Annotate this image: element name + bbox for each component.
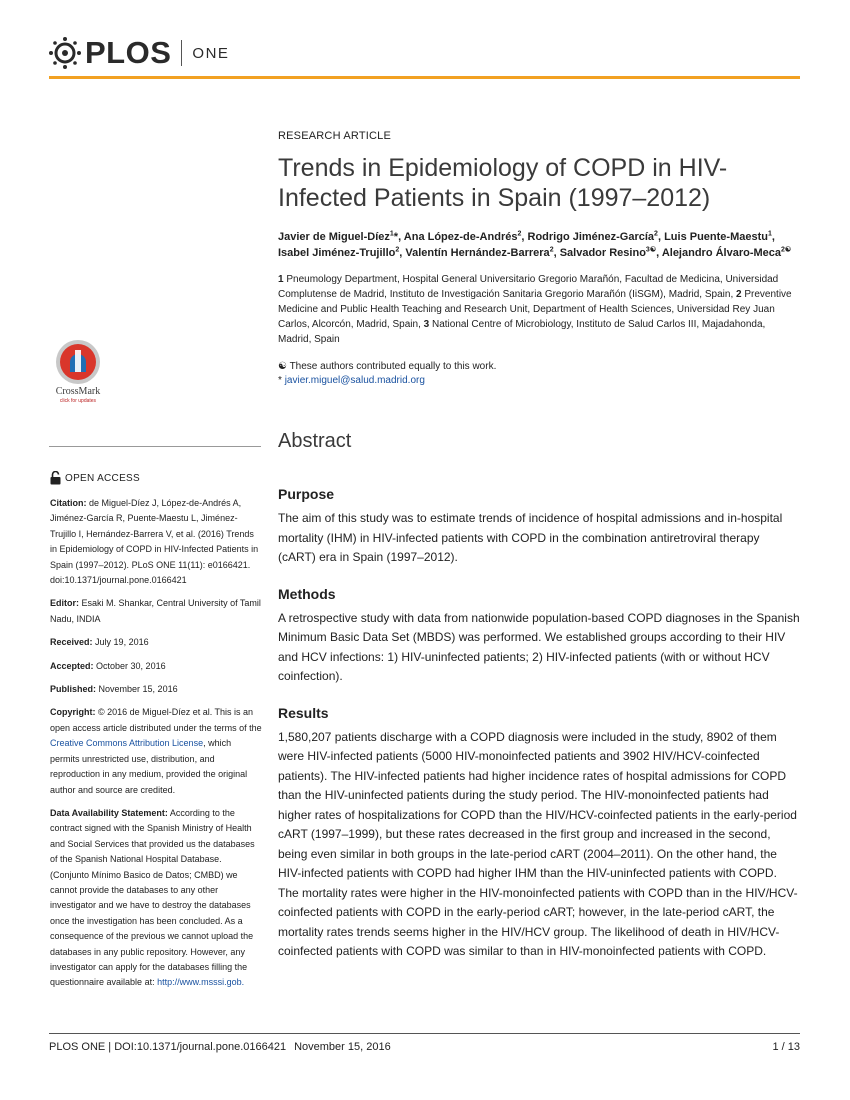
footer-date: November 15, 2016 [294,1041,391,1053]
data-availability-text: According to the contract signed with the Spanish Ministry of Health and Social Services that provided us the databases of the Spanish National Hospital Database. (Conjunto Mínimo Basico de Datos; CMBD) we cannot provide the databases to any other investigator and we have to destroy the databases once the investigation has been concluded. As a consequence of the previous we cannot upload the databases in any public repository. However, any investigator can apply for the databases filling the questionnaire available at: [50,807,255,988]
journal-name: ONE [192,44,230,62]
citation [50,496,262,588]
author-name: Javier de Miguel-Díez [278,231,390,243]
corresponding-mark: * [278,375,282,386]
copyright [50,705,262,797]
published-date [50,682,262,697]
article-info-sidebar [50,496,262,999]
plos-one-logo[interactable] [49,36,229,70]
author-affil: 2 [654,230,658,238]
copyright-text-1: © 2016 de Miguel-Díez et al. This is an open access article distributed under the terms of the [50,707,262,733]
open-access-badge [50,471,140,485]
author-name: Rodrigo Jiménez-García [527,231,655,243]
footer-citation: PLOS ONE | DOI:10.1371/journal.pone.0166421 November 15, 2016 [49,1041,391,1053]
author-affil: 1 [767,230,772,238]
equal-contribution-note [278,360,800,374]
received-date [50,635,262,650]
crossmark-sublabel: click for updates [59,398,97,404]
author-affil: 2 [517,230,522,238]
footer-journal: PLOS ONE [49,1041,106,1053]
affil-number: 2 [736,289,742,300]
data-availability-label: Data Availability Statement: [50,807,168,818]
received-text: July 19, 2016 [95,637,149,648]
footer-rule [49,1033,800,1034]
affiliations [278,272,800,347]
crossmark-icon [50,338,106,386]
author-name: Luis Puente-Maestu [664,231,768,243]
article-main [278,130,800,962]
affil-number: 3 [423,319,430,330]
sidebar-rule [49,446,261,447]
author-affil: 2 [549,246,554,254]
author-notes [278,360,800,388]
accepted-label: Accepted: [50,660,94,671]
equal-contribution-icon: ☯ [278,361,287,372]
author-affil: 3☯ [645,246,657,254]
affil-number: 1 [278,274,284,285]
crossmark-label: CrossMark [55,386,101,397]
citation-label: Citation: [50,498,87,508]
article-type: RESEARCH ARTICLE [278,130,392,142]
open-access-label: OPEN ACCESS [65,472,140,484]
copyright-text-2: , which permits unrestricted use, distribution, and reproduction in any medium, provided the original author and source are credited. [50,738,248,795]
affil-text: National Centre of Microbiology, Instituto de Salud Carlos III, Majadahonda, Madrid, Spain [278,319,766,345]
published-text: November 15, 2016 [98,684,178,695]
affil-text: Pneumology Department, Hospital General Universitario Gregorio Marañón, Facultad de Medicina, Universidad Complutense de Madrid, Instituto de Investigación Sanitaria Gregorio Marañón (IiSGM), Madrid, Spain, [278,274,779,300]
author-name: Valentín Hernández-Barrera [405,247,550,259]
logo-divider [181,40,182,66]
page-number: 1 / 13 [772,1041,800,1053]
header-rule [49,76,800,79]
open-lock-icon [50,471,61,485]
author-name: Salvador Resino [559,247,646,259]
corresponding-email[interactable]: javier.miguel@salud.madrid.org [284,375,425,386]
author-name: Ana López-de-Andrés [403,231,518,243]
data-availability-link[interactable]: http://www.msssi.gob. [157,977,245,988]
data-availability [50,806,262,991]
accepted-date [50,659,262,674]
affil-text: Preventive Medicine and Public Health Teaching and Research Unit, Department of Health Sciences, Universidad Rey Juan Carlos, Alcorcón, Madrid, Spain, [278,289,792,330]
equal-contribution-text: These authors contributed equally to this work. [289,361,497,372]
footer-doi[interactable]: DOI:10.1371/journal.pone.0166421 [114,1041,287,1053]
article-title: Trends in Epidemiology of COPD in HIV-Infected Patients in Spain (1997–2012) [278,154,728,212]
author-affil: 2 [395,246,400,254]
author-affil: 2☯ [781,246,792,254]
author-list: Javier de Miguel-Díez$^1$*, Ana López-de-Andrés$^2$, Rodrigo Jiménez-García$^2$, Luis Puente-Maestu$^1$, Isabel Jiménez-Trujillo$^2$, Valentín Hernández-Barrera$^2$, Salvador Resino$^{3☯}$, Alejandro Álvaro-Meca$^{2☯}$ [278,230,792,259]
results-text: 1,580,207 patients discharge with a COPD diagnosis were included in the study, 8902 of them were HIV-infected patients (5000 HIV-monoinfected patients and 3902 HIV/HCV-coinfected patients). The HIV-infected patients had higher incidence rates of hospital admissions for COPD than the HIV-uninfected patients during the study period. The HIV-monoinfected patients had higher rates of hospitalizations for COPD than the HIV/HCV-coinfected patients in the early-period cART (1997–1999), but these rates decreased in the first group and increased in the second, being even similar in both groups in the late-period cART (2004–2011). On the other hand, the HIV-infected patients with COPD had higher IHM than the HIV-uninfected patients with COPD. The mortality rates were higher in the HIV-monoinfected patients with COPD than in the HIV/HCV-coinfected patients with COPD in the early-period cART; however, in the late-period cART, the mortality rates trends seems higher in the HIV/HCV group. The likelihood of death in HIV/HCV-coinfected patients with COPD was similar to than in HIV-monoinfected patients with COPD. [278,729,798,958]
license-link[interactable]: Creative Commons Attribution License [50,738,204,749]
author-name: Alejandro Álvaro-Meca [661,247,782,259]
editor [50,596,262,627]
purpose-heading: Purpose [278,486,335,502]
author-corr-mark: * [393,231,399,243]
copyright-label: Copyright: [50,707,96,718]
editor-text: Esaki M. Shankar, Central University of Tamil Nadu, INDIA [50,598,261,624]
corresponding-author [278,374,800,388]
methods-heading: Methods [278,585,336,602]
received-label: Received: [50,637,93,648]
author-affil: 1 [389,230,394,238]
purpose-text: The aim of this study was to estimate trends of incidence of hospital admissions and in-hospital mortality (IHM) in HIV-infected patients with COPD in the combination antiretroviral therapy (cART) era in Spain (1997–2012). [278,511,783,564]
accepted-text: October 30, 2016 [96,660,166,671]
plos-globe-icon [49,37,81,69]
brand-name: PLOS [85,35,172,70]
abstract-heading: Abstract [278,430,352,452]
citation-text: de Miguel-Díez J, López-de-Andrés A, Jiménez-García R, Puente-Maestu L, Jiménez-Trujillo I, Hernández-Barrera V, et al. (2016) Trends in Epidemiology of COPD in HIV-Infected Patients in Spain (1997–2012). PLoS ONE 11(11): e0166421. doi:10.1371/journal.pone.0166421 [50,498,259,586]
crossmark-badge[interactable] [50,338,106,408]
author-name: Isabel Jiménez-Trujillo [278,247,396,259]
published-label: Published: [50,684,97,695]
methods-text: A retrospective study with data from nationwide population-based COPD diagnoses in the Spanish Minimum Basic Data Set (MBDS) was performed. We established groups according to their HIV and HCV infections: 1) HIV-uninfected patients; 2) HIV-infected patients (with or without HCV coinfection). [278,610,800,683]
results-heading: Results [278,704,329,721]
editor-label: Editor: [50,598,79,609]
